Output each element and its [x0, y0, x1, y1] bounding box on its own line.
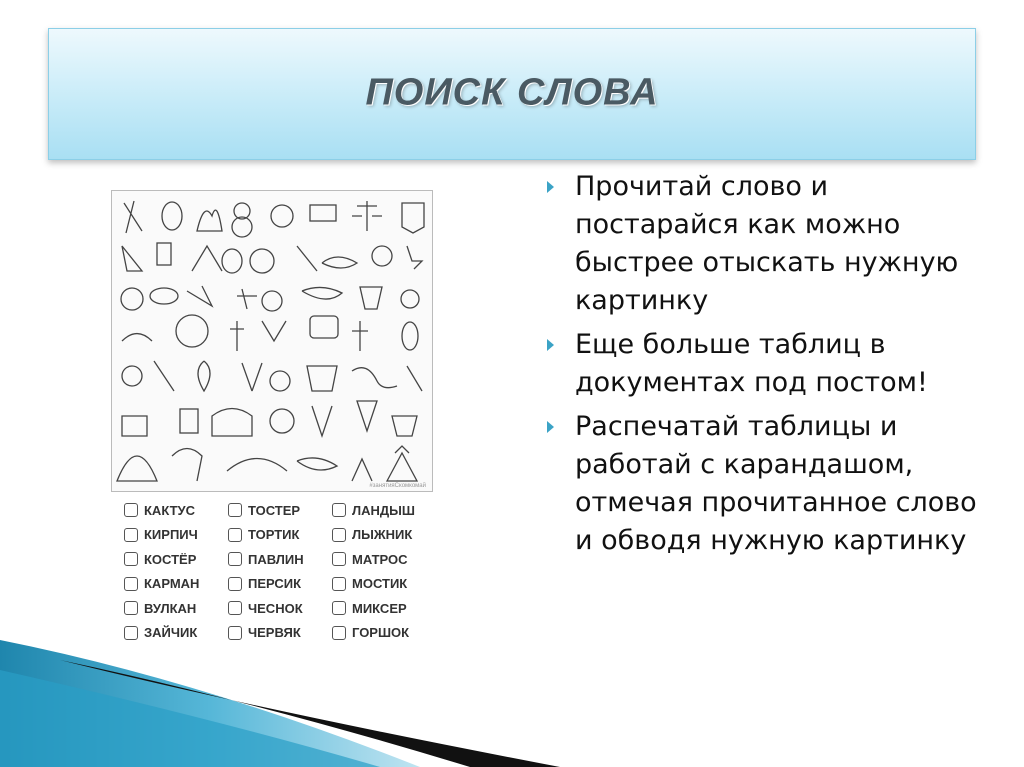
- checkbox[interactable]: [124, 577, 138, 591]
- word-label: МАТРОС: [352, 551, 408, 567]
- checkbox[interactable]: [332, 577, 346, 591]
- word-label: ПАВЛИН: [248, 551, 304, 567]
- word-label: ЛАНДЫШ: [352, 502, 415, 518]
- picture-grid: [111, 190, 433, 492]
- word-label: КОСТЁР: [144, 551, 197, 567]
- word-label: ВУЛКАН: [144, 600, 197, 616]
- checkbox[interactable]: [228, 626, 242, 640]
- checkbox[interactable]: [228, 601, 242, 615]
- checkbox[interactable]: [228, 552, 242, 566]
- checkbox[interactable]: [332, 528, 346, 542]
- list-item: [332, 498, 415, 523]
- bullet-text: Прочитай слово и постарайся как можно быстрее отыскать нужную картинку: [575, 171, 959, 316]
- instruction-list: [545, 168, 985, 566]
- bullet-text: Распечатай таблицы и работай с карандашом, отмечая прочитанное слово и обводя нужную картинку: [575, 411, 977, 556]
- word-label: ЧЕРВЯК: [248, 625, 301, 641]
- word-checklist: [124, 498, 424, 648]
- title-banner: [48, 28, 976, 160]
- word-label: ПЕРСИК: [248, 576, 302, 592]
- word-label: МИКСЕР: [352, 600, 407, 616]
- checkbox[interactable]: [228, 577, 242, 591]
- list-item: [228, 572, 304, 597]
- list-item: [332, 596, 415, 621]
- bullet-text: Еще больше таблиц в документах под постом!: [575, 329, 928, 398]
- list-item: [228, 498, 304, 523]
- list-item: [228, 523, 304, 548]
- word-label: ЧЕСНОК: [248, 600, 303, 616]
- arrow-bullet-icon: [547, 181, 554, 193]
- checkbox[interactable]: [124, 626, 138, 640]
- doodle-pictures: [112, 191, 432, 491]
- checkbox[interactable]: [332, 601, 346, 615]
- word-label: ТОСТЕР: [248, 502, 301, 518]
- checkbox[interactable]: [124, 503, 138, 517]
- list-item: [124, 523, 199, 548]
- word-column-1: [124, 498, 199, 645]
- list-item: [332, 572, 415, 597]
- word-label: ГОРШОК: [352, 625, 410, 641]
- checkbox[interactable]: [124, 552, 138, 566]
- word-label: ЗАЙЧИК: [144, 625, 198, 641]
- bullet-item: [545, 408, 985, 560]
- word-label: КАРМАН: [144, 576, 200, 592]
- list-item: [228, 596, 304, 621]
- list-item: [228, 547, 304, 572]
- word-column-3: [332, 498, 415, 645]
- arrow-bullet-icon: [547, 421, 554, 433]
- word-label: КАКТУС: [144, 502, 195, 518]
- list-item: [124, 547, 199, 572]
- decorative-wave: [0, 640, 1024, 767]
- word-label: ЛЫЖНИК: [352, 527, 413, 543]
- list-item: [124, 572, 199, 597]
- word-label: МОСТИК: [352, 576, 408, 592]
- checkbox[interactable]: [332, 503, 346, 517]
- checkbox[interactable]: [228, 528, 242, 542]
- slide-title: ПОИСК СЛОВА: [365, 71, 659, 114]
- bullet-item: [545, 168, 985, 320]
- list-item: [332, 547, 415, 572]
- bullet-item: [545, 326, 985, 402]
- checkbox[interactable]: [332, 552, 346, 566]
- worksheet-watermark: #занятияСкомкомай: [369, 483, 426, 489]
- checkbox[interactable]: [124, 528, 138, 542]
- list-item: [124, 596, 199, 621]
- word-label: КИРПИЧ: [144, 527, 198, 543]
- list-item: [124, 498, 199, 523]
- list-item: [332, 523, 415, 548]
- word-label: ТОРТИК: [248, 527, 300, 543]
- word-column-2: [228, 498, 304, 645]
- checkbox[interactable]: [124, 601, 138, 615]
- arrow-bullet-icon: [547, 339, 554, 351]
- checkbox[interactable]: [332, 626, 346, 640]
- checkbox[interactable]: [228, 503, 242, 517]
